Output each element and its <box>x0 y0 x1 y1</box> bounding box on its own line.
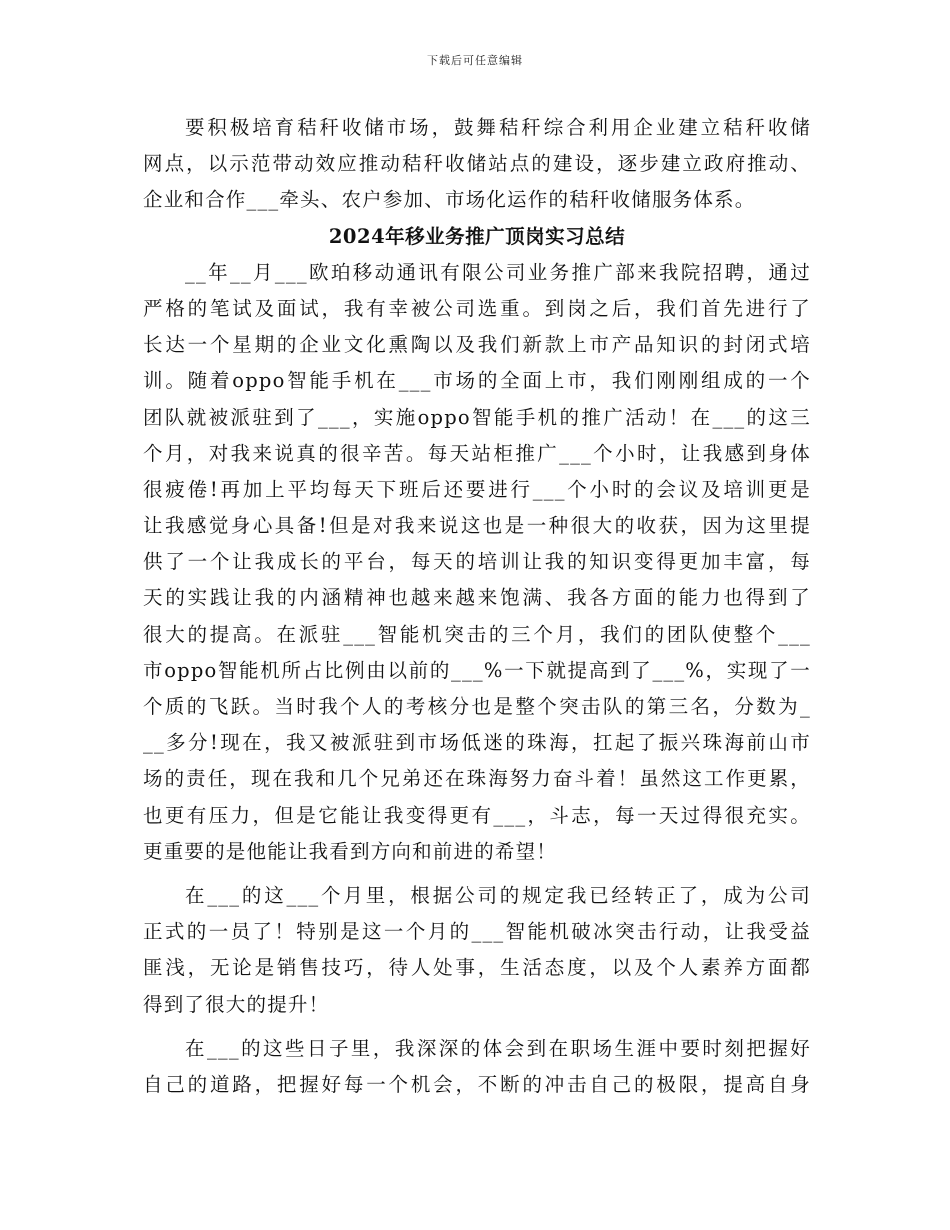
paragraph-line: 个月，对我来说真的很辛苦。每天站柜推广___个小时，让我感到身体 <box>143 441 811 465</box>
paragraph-4 <box>143 1031 811 1103</box>
paragraph-line: __多分!现在，我又被派驻到市场低迷的珠海，扛起了振兴珠海前山市 <box>143 731 811 755</box>
paragraph-3 <box>143 878 811 1023</box>
paragraph-line: 也更有压力，但是它能让我变得更有___，斗志，每一天过得很充实。 <box>143 803 811 827</box>
document-body <box>143 110 811 1103</box>
paragraph-line: 市oppo智能机所占比例由以前的___%一下就提高到了___%，实现了一 <box>143 658 811 682</box>
paragraph-2 <box>143 255 811 870</box>
paragraph-line: 让我感觉身心具备!但是对我来说这也是一种很大的收获，因为这里提 <box>143 514 811 538</box>
page-header-note: 下载后可任意编辑 <box>427 54 523 67</box>
paragraph-line: 场的责任，现在我和几个兄弟还在珠海努力奋斗着！虽然这工作更累， <box>143 767 811 791</box>
paragraph-line: 严格的笔试及面试，我有幸被公司选重。到岗之后，我们首先进行了 <box>143 296 811 320</box>
paragraph-line: 在___的这___个月里，根据公司的规定我已经转正了，成为公司 <box>185 883 811 907</box>
paragraph-line: 正式的一员了！特别是这一个月的___智能机破冰突击行动，让我受益 <box>143 920 811 944</box>
paragraph-line: 训。随着oppo智能手机在___市场的全面上市，我们刚刚组成的一个 <box>143 369 811 393</box>
paragraph-line: 供了一个让我成长的平台，每天的培训让我的知识变得更加丰富，每 <box>143 550 811 574</box>
paragraph-line: 企业和合作___牵头、农户参加、市场化运作的秸秆收储服务体系。 <box>143 188 756 212</box>
paragraph-line: 要积极培育秸秆收储市场，鼓舞秸秆综合利用企业建立秸秆收储 <box>185 116 811 139</box>
paragraph-spacer <box>143 870 811 878</box>
paragraph-line: 网点，以示范带动效应推动秸秆收储站点的建设，逐步建立政府推动、 <box>143 152 811 176</box>
paragraph-line: 团队就被派驻到了___，实施oppo智能手机的推广活动！在___的这三 <box>143 405 811 429</box>
document-title: 2024年移业务推广顶岗实习总结 <box>328 224 626 248</box>
paragraph-line: 得到了很大的提升！ <box>143 992 330 1016</box>
paragraph-line: 很疲倦!再加上平均每天下班后还要进行___个小时的会议及培训更是 <box>143 477 811 501</box>
paragraph-line: 匪浅，无论是销售技巧，待人处事，生活态度，以及个人素养方面都 <box>143 956 811 980</box>
paragraph-spacer <box>143 1023 811 1031</box>
paragraph-line: 更重要的是他能让我看到方向和前进的希望！ <box>143 839 558 863</box>
paragraph-line: __年__月___欧珀移动通讯有限公司业务推广部来我院招聘，通过 <box>185 260 811 284</box>
paragraph-line: 天的实践让我的内涵精神也越来越来饱满、我各方面的能力也得到了 <box>143 586 811 610</box>
paragraph-line: 在___的这些日子里，我深深的体会到在职场生涯中要时刻把握好 <box>185 1036 811 1060</box>
paragraph-line: 很大的提高。在派驻___智能机突击的三个月，我们的团队使整个___ <box>143 622 811 646</box>
paragraph-line: 长达一个星期的企业文化熏陶以及我们新款上市产品知识的封闭式培 <box>143 333 811 357</box>
paragraph-line: 自己的道路，把握好每一个机会，不断的冲击自己的极限，提高自身 <box>143 1072 811 1096</box>
paragraph-1 <box>143 110 811 219</box>
paragraph-line: 个质的飞跃。当时我个人的考核分也是整个突击队的第三名，分数为_ <box>143 695 811 718</box>
